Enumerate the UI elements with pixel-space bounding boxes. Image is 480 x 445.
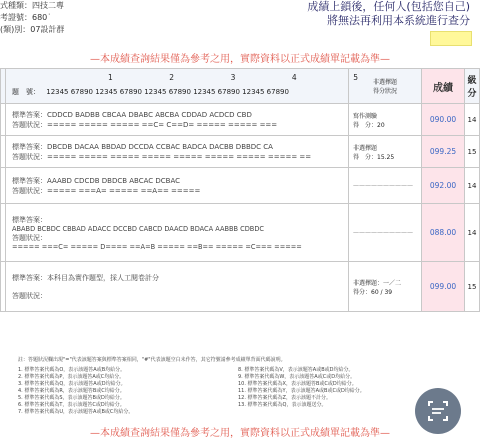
grade-value: 15 (465, 262, 480, 312)
lock-warning (307, 0, 470, 28)
table-row: 標準答案：CDDCD BADBB CBCAA DBABC ABCBA CDDAD ACDCD CBD 答題狀況：===== ===== ===== ==C= C==D= ===== ===== === 寫作測驗 得 分：20 090.00 14 (1, 104, 480, 136)
footnote-col-1: 1. 標準答案代碼為O，表示該題答A或B均給分。 2. 標準答案代碼為P，表示該題答A或C均給分。 3. 標準答案代碼為Q，表示該題答A或D均給分。 4. 標準答案代碼為R，表示該題答B或C均給分。 5. 標準答案代碼為S，表示該題答B或D均給分。 6. 標準答案代碼為T，表示該題答C或D均給分。 7. 標準答案代碼為U，表示該題答A或B或C均給分。 (18, 367, 134, 415)
grade-header: 級分 (465, 69, 480, 104)
footnote-col-2: 8. 標準答案代碼為V，表示該題答A或B或D均給分。 9. 標準答案代碼為W，表示該題答A或C或D均給分。 10. 標準答案代碼為X，表示該題答B或C或D均給分。 11. 標準答案代碼為Y，表示該題答A或B或C或D均給分。 12. 標準答案代碼為Z，表示該題不計分。 13. 標準答案代碼為Q，表示該題送分。 (238, 367, 365, 408)
exam-type-row: 式種類：四技二專 (0, 1, 64, 10)
lock-warning-line1: 成績上鎖後，任何人(包括您自己) (307, 0, 470, 13)
table-row: 標準答案： ABABD BCBDC CBBAD ADACC DCCBD CABCD DAACD BDACA AABBB CDBDC 答題狀況： ===== ===C= ===== D==== ==A=B ===== ==B== ===== =C=== ===== —————————— 088.00 14 (1, 204, 480, 262)
score-value: 088.00 (422, 204, 465, 262)
grade-value: 14 (465, 104, 480, 136)
table-row: 標準答案：本科目為實作題型，採人工閱卷計分 答題狀況： 非選擇題：一／二 得分：60 / 39 099.00 15 (1, 262, 480, 312)
score-value: 092.00 (422, 168, 465, 204)
table-row: 標準答案：DBCDB DACAA BBDAD DCCDA CCBAC BADCA DACBB DBBDC CA 答題狀況：===== ===== ===== ===== ===== ===== ===== ===== == 非選擇題 得 分：15.25 099.25 15 (1, 136, 480, 168)
scan-button[interactable] (415, 388, 461, 434)
grade-value: 14 (465, 168, 480, 204)
scan-icon (415, 388, 461, 434)
category-row: (類)別：07設計群 (0, 25, 65, 34)
grade-value: 14 (465, 204, 480, 262)
footnote (18, 356, 458, 416)
score-value: 090.00 (422, 104, 465, 136)
status-header: 非選擇題 得分狀況 (349, 69, 422, 104)
score-value: 099.25 (422, 136, 465, 168)
lock-warning-line2: 將無法再利用本系統進行查分 (327, 14, 470, 27)
score-value: 099.00 (422, 262, 465, 312)
grades-table (0, 68, 480, 312)
bottom-notice: —本成績查詢結果僅為參考之用，實際資料以正式成績單記載為準— (90, 428, 390, 439)
exam-id-row: 考證號：680˙ (0, 13, 52, 22)
question-numbers: 12345 67890 12345 67890 12345 67890 12345 67890 12345 67890 (46, 88, 289, 96)
table-row: 標準答案：AAABD CDCDB DBDCB ABCAC DCBAC 答題狀況：===== ===A= ===== ==A== ===== —————————— 092.00 14 (1, 168, 480, 204)
footnote-title: 註：答題狀況欄出現"="代表該題答案與標準答案相同，"#"代表該題空白未作答，其它符號請參考成績單背面代碼說明。 (18, 357, 286, 363)
table-header-row (1, 69, 480, 104)
question-label: 題 號： (12, 88, 40, 96)
grade-value: 15 (465, 136, 480, 168)
top-notice: —本成績查詢結果僅為參考之用，實際資料以正式成績單記載為準— (90, 54, 390, 65)
exam-info (0, 0, 64, 36)
question-number-header: 1 2 3 4 5 題 號： 12345 67890 12345 67890 12345 67890 12345 67890 12345 67890 (6, 69, 349, 104)
score-header: 成績 (422, 69, 465, 104)
lock-score-button[interactable] (430, 31, 472, 46)
